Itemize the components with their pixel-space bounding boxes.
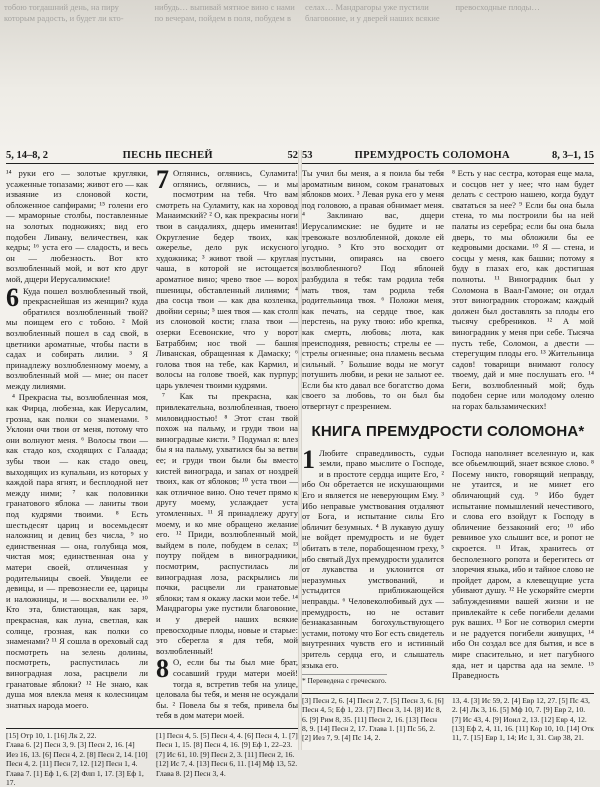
chapter-number: 6 (6, 282, 19, 312)
footnote-column: [15] Отр 10, 1. [16] Лк 2, 22. Глава 6. [2] Песн 3, 9. [3] Песн 2, 16. [4] Иез 16, 13. [6] Песн 4, 2. [8] Песн 2, 14. [10] Песн 4, 2. [11] Песн 7, 12. [12] Песн 1, 4. Глава 7. [1] Еф 1, 6. [2] Флп 1, 17. [3] Еф 1, 17. (6, 730, 148, 787)
book-title: КНИГА ПРЕМУДРОСТИ СОЛОМОНА* (311, 422, 585, 440)
wisdom-columns (302, 444, 594, 687)
column-2 (156, 165, 298, 722)
right-page-header (302, 150, 594, 164)
column-2: ⁸ Есть у нас сестра, которая еще мала, и сосцов нет у нее; что нам будет делать с сестрою нашею, когда будут свататься за нее? ⁹ Если бы она была стена, то мы построили бы на ней палаты из серебра; если бы она была дверь, то мы обложили бы ее кедровыми досками. ¹⁰ Я — стена, и сосцы у меня, как башни; потому я буду в глазах его, как достигшая полноты. ¹¹ Виноградник был у Соломона в Ваал-Гамоне; он отдал этот виноградник сторожам; каждый должен был доставлять за плоды его тысячу сребреников. ¹² А мой виноградник у меня при себе. Тысяча пусть тебе, Соломон, а двести — стерегущим плоды его. ¹³ Жительница садов! товарищи внимают голосу твоему, дай и мне послушать его. ¹⁴ Беги, возлюбленный мой; будь подобен серне или молодому оленю на горах бальзамических! (452, 168, 594, 412)
footnotes (6, 728, 298, 787)
footnotes (302, 693, 594, 743)
verse-paragraph: ¹⁴ руки его — золотые кругляки, усаженные топазами; живот его — как изваяние из слоновой кости, обложенное сапфирами; ¹⁵ голени его — мраморные столбы, поставленные на золотых подножиях; вид его подобен Ливану, величествен, как кедры; ¹⁶ уста его — сладость, и весь он — любезность. Вот кто возлюбленный мой, и вот кто друг мой, дщери Иерусалимские! (6, 168, 148, 284)
left-page-header (6, 150, 298, 164)
previous-page-bleed (0, 0, 600, 150)
chapter-number: 8 (156, 654, 169, 684)
text-columns (6, 165, 298, 722)
chapter-number: 1 (302, 444, 315, 474)
footnote-column: [3] Песн 2, 6. [4] Песн 2, 7. [5] Песн 3, 6. [6] Песн 4, 5; Еф 1, 23. [7] Песн 3, 14. [8] Ис 8, 6. [9] Рим 8, 35. [11] Песн 2, 16. [13] Песн 8, 9. [14] Песн 2, 17. Глава 1. [1] Пс 56, 2. [2] Иез 7, 9. [4] Пс 14, 2. (302, 695, 444, 743)
right-page (302, 150, 594, 750)
chapter-6-paragraph: 6 Куда пошел возлюбленный твой, прекраснейшая из женщин? куда обратился возлюбленный твой? мы поищем его с тобою. ² Мой возлюбленный пошел в сад свой, в цветники ароматные, чтобы пасти в садах и собирать лилии. ³ Я принадлежу возлюбленному моему, а возлюбленный мой — мне; он пасет между лилиями. (6, 282, 148, 391)
bleed-text: тобою тогдашний день, на пиру которым радость, и будет ли кто-нибудь… выпивай мятное вино с нами по вечерам, пойдем в поля, побудем в селах… Мандрагоры уже пустили благовоние, и у дверей наших всякие превосходные плоды… (4, 2, 540, 23)
running-title: ПЕСНЬ ПЕСНЕЙ (122, 150, 213, 161)
footnote-column: 13, 4. [3] Ис 59, 2. [4] Евр 12, 27. [5] Пс 43, 2. [4] Лк 3, 16. [5] Мф 10, 7. [9] Евр 2, 10. [7] Ис 43, 4. [9] Иоил 2, 13. [12] Евр 4, 12. [13] Еф 2, 4, 11, 16. [11] Кор 10, 10. [14] Отк 11, 7. [15] Евр 1, 14; Ис 1, 31. Сир 38, 21. (452, 695, 594, 743)
column-2: Господа наполняет вселенную и, как все обьемлющий, знает всякое слово. ⁸ Посему никто, говорящий неправду, не утаится, и не минет его обличающий суд. ⁹ Ибо будет испытание помышлений нечестивого, и слова его взойдут к Господу в обличение беззаконий его; ¹⁰ ибо ревнивое ухо слышит все, и ропот не скроется. ¹¹ Итак, хранитесь от бесполезного ропота и берегитесь от злоречия языка, ибо и тайное слово не пройдет даром, а клевещущие уста убивают душу. ¹² Не ускоряйте смерти заблуждениями вашей жизни и не привлекайте к себе погибели делами рук ваших. ¹³ Бог не сотворил смерти и не радуется погибели живущих, ¹⁴ ибо Он создал все для бытия, и все в мире спасительно, и нет пагубного яда, нет и царства ада на земле. ¹⁵ Праведность (452, 447, 594, 681)
chapter-8-paragraph: 8 О, если бы ты был мне брат, сосавший груди матери моей! тогда я, встретив тебя на улице, целовала бы тебя, и меня не осуждали бы. ² Повела бы я тебя, привела бы тебя в дом матери моей. (156, 654, 298, 721)
chapter-range: 5, 14–8, 2 (6, 150, 48, 161)
translation-note: * Переведена с греческого. (302, 676, 387, 686)
song-columns (302, 168, 594, 413)
footnote-column: [1] Песн 4, 5. [5] Песн 4, 4. [6] Песн 4, 1. [7] Песн 1, 15. [8] Песн 4, 16. [9] Еф 1, 22–23. [7] Ис 61, 10. [9] Песн 2, 3. [11] Песн 2, 16. [12] Ис 7, 4. [13] Песн 6, 11. [14] Мф 13, 52. Глава 8. [2] Песн 3, 4. (156, 730, 298, 778)
chapter-number: 7 (156, 165, 169, 194)
page-number: 52 (287, 150, 298, 161)
column-1: 1 Любите справедливость, судьи земли, право мыслите о Господе, и в простоте сердца ищите Его, ² ибо Он обретается не искушающими Его и является не неверующим Ему. ³ Ибо неправые умствования отдаляют от Бога, и испытание силы Его обличит безумных. ⁴ В лукавую душу не войдет премудрость и не будет обитать в теле, порабощенном греху, ⁵ ибо святый Дух премудрости удалится от лукавства и уклонится от неразумных умствований, и устыдится приближающейся неправды. ⁶ Человеколюбивый дух — премудрость, но не оставит безнаказанным богохульствующего устами, потому что Бог есть свидетель внутренних чувств его и истинный зритель сердца его, и слышатель языка его. * Переведена с греческого. (302, 444, 444, 686)
column-1: Ты учил бы меня, а я поила бы тебя ароматным вином, соком гранатовых яблоков моих. ³ Левая рука его у меня под головою, а правая обнимает меня. ⁴ Заклинаю вас, дщери Иерусалимские: не будите и не тревожьте возлюбленной, доколе ей угодно. ⁵ Кто это восходит от пустыни, опираясь на своего возлюбленного? Под яблоней разбудила я тебя: там родила тебя мать твоя, там родила тебя родительница твоя. ⁶ Положи меня, как печать, на сердце твое, как перстень, на руку твою: ибо крепка, как смерть, любовь; люта, как преисподняя, ревность; стрелы ее — стрелы огненные; она пламень весьма сильный. ⁷ Большие воды не могут потушить любви, и реки не зальют ее. Если бы кто давал все богатство дома своего за любовь, то он был бы отвергнут с презрением. (302, 168, 444, 412)
verse-paragraph: ⁴ Прекрасна ты, возлюбленная моя, как Фирца, любезна, как Иерусалим, грозна, как полки со знаменами. ⁵ Уклони очи твои от меня, потому что они волнуют меня. ⁶ Волосы твои — как стадо коз, сходящих с Галаада; зубы твои — как стадо овец, выходящих из купальни, из которых у каждой пара ягнят, и бесплодной нет между ними; ⁷ как половинки гранатового яблока — ланиты твои под кудрями твоими. ⁸ Есть шестьдесят цариц и восемьдесят наложниц и девиц без числа, ⁹ но единственная — она, голубица моя, чистая моя; единственная она у матери своей, отличенная у родительницы своей. Увидели ее девицы, и — превознесли ее, царицы и наложницы, и — восхвалили ее. ¹⁰ Кто эта, блистающая, как заря, прекрасная, как луна, светлая, как солнце, грозная, как полки со знаменами? ¹¹ Я сошла в ореховый сад посмотреть на зелень долины, посмотреть, распустилась ли виноградная лоза, расцвели ли гранатовые яблоки? ¹² Не знаю, как душа моя влекла меня к колесницам знатных народа моего. (6, 392, 148, 710)
verse-paragraph: ⁷ Как ты прекрасна, как привлекательна, возлюбленная, твоею миловидностью! ⁸ Этот стан твой похож на пальму, и груди твои на виноградные кисти. ⁹ Подумал я: влез бы я на пальму, ухватился бы за ветви ее; и груди твои были бы вместо кистей винограда, и запах от ноздрей твоих, как от яблоков; ¹⁰ уста твои — как отличное вино. Оно течет прямо к другу моему, услаждает уста утомленных. ¹¹ Я принадлежу другу моему, и ко мне обращено желание его. ¹² Приди, возлюбленный мой, выйдем в поле, побудем в селах; ¹³ поутру пойдем в виноградники, посмотрим, распустилась ли виноградная лоза, раскрылись ли почки, расцвели ли гранатовые яблоки; там я окажу ласки мои тебе. ¹⁴ Мандрагоры уже пустили благовоние, и у дверей наших всякие превосходные плоды, новые и старые: это сберегла я для тебя, мой возлюбленный! (156, 391, 298, 656)
left-page (6, 150, 298, 787)
running-title: ПРЕМУДРОСТЬ СОЛОМОНА (354, 150, 510, 161)
chapter-range: 8, 3–1, 15 (552, 150, 594, 161)
column-1 (6, 168, 148, 722)
page-number: 53 (302, 150, 313, 161)
chapter-7-paragraph: 7 Оглянись, оглянись, Суламита! оглянись, оглянись, — и мы посмотрим на тебя. Что вам смотреть на Суламиту, как на хоровод Манаимский? ² О, как прекрасны ноги твои в сандалиях, дщерь именитая! Округление бедер твоих, как ожерелье, дело рук искусного художника; ³ живот твой — круглая чаша, в которой не истощается ароматное вино; чрево твое — ворох пшеницы, обставленный лилиями; ⁴ два сосца твои — как два козленка, двойни серны; ⁵ шея твоя — как столп из слоновой кости; глаза твои — озерки Есевонские, что у ворот Батраббим; нос твой — башня Ливанская, обращенная к Дамаску; ⁶ голова твоя на тебе, как Кармил, и волосы на голове твоей, как пурпур; царь увлечен твоими кудрями. (156, 165, 298, 390)
